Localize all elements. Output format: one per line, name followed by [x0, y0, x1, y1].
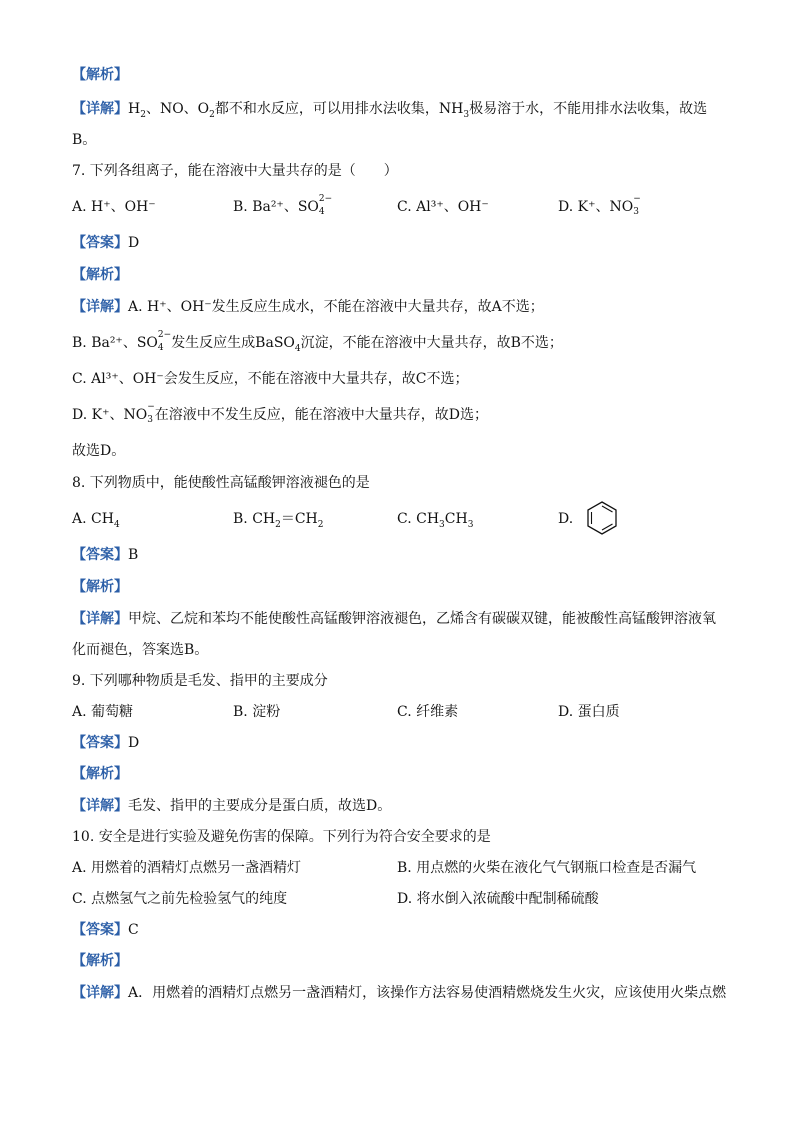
q6-analysis-tag: 【解析】	[72, 67, 128, 83]
q8-option-a: A. $CH_4$	[72, 511, 120, 530]
q6-detail-line2: B。	[72, 132, 97, 148]
q7-option-a: A. H⁺、OH⁻	[72, 199, 156, 215]
q10-answer: 【答案】C	[72, 922, 139, 938]
q7-option-c: C. Al³⁺、OH⁻	[397, 199, 489, 215]
q10-option-b: B. 用点燃的火柴在液化气气钢瓶口检查是否漏气	[397, 860, 697, 876]
q8-analysis-tag: 【解析】	[72, 579, 128, 595]
q8-option-d: D.	[558, 511, 574, 527]
q8-answer: 【答案】B	[72, 547, 139, 563]
q6-detail-line1: 【详解】$H_2$、NO、$O_2$都不和水反应，可以用排水法收集，$NH_3$极易溶于水，不能用排水法收集，故选	[72, 101, 708, 120]
q7-option-d: D. K⁺、NO − 3	[558, 194, 641, 217]
q8-option-c: C. $CH_3CH_3$	[397, 511, 474, 530]
q10-analysis-tag: 【解析】	[72, 953, 128, 969]
sulfate-charge: 2− 4	[318, 194, 333, 217]
q9-detail: 【详解】毛发、指甲的主要成分是蛋白质，故选D。	[72, 798, 392, 814]
q9-option-a: A. 葡萄糖	[72, 704, 134, 720]
q9-answer: 【答案】D	[72, 735, 140, 751]
q9-stem: 9. 下列哪种物质是毛发、指甲的主要成分	[72, 673, 328, 689]
q7-detail-c: C. Al³⁺、OH⁻会发生反应，不能在溶液中大量共存，故C不选；	[72, 371, 469, 387]
q10-option-c: C. 点燃氢气之前先检验氢气的纯度	[72, 891, 288, 907]
q7-detail-d: D. K⁺、NO − 3 在溶液中不发生反应，能在溶液中大量共存，故D选；	[72, 402, 488, 425]
q9-option-b: B. 淀粉	[233, 704, 281, 720]
q7-detail-b: B. Ba²⁺、SO 2− 4 发生反应生成BaSO$_4$沉淀，不能在溶液中大量共存，故B不选；	[72, 330, 563, 354]
q8-detail-line1: 【详解】甲烷、乙烷和苯均不能使酸性高锰酸钾溶液褪色，乙烯含有碳碳双键，能被酸性高锰酸钾溶液氧	[72, 611, 716, 627]
q10-option-a: A. 用燃着的酒精灯点燃另一盏酒精灯	[72, 860, 302, 876]
q9-option-c: C. 纤维素	[397, 704, 459, 720]
q7-conclusion: 故选D。	[72, 443, 126, 459]
q7-analysis-tag: 【解析】	[72, 267, 128, 283]
q10-stem: 10. 安全是进行实验及避免伤害的保障。下列行为符合安全要求的是	[72, 829, 491, 845]
q8-stem: 8. 下列物质中，能使酸性高锰酸钾溶液褪色的是	[72, 475, 370, 491]
q10-detail: 【详解】A．用燃着的酒精灯点燃另一盏酒精灯，该操作方法容易使酒精燃烧发生火灾，应该使用火柴点燃	[72, 985, 727, 1001]
nitrate-charge: − 3	[633, 194, 641, 217]
q7-answer: 【答案】D	[72, 235, 140, 251]
detail-tag: 【详解】	[72, 101, 128, 117]
benzene-ring-icon	[584, 500, 620, 536]
q8-option-b: B. $CH_2=CH_2$	[233, 511, 324, 530]
q7-detail-a: 【详解】A. H⁺、OH⁻发生反应生成水，不能在溶液中大量共存，故A不选；	[72, 299, 544, 315]
q9-option-d: D. 蛋白质	[558, 704, 620, 720]
q7-stem: 7. 下列各组离子，能在溶液中大量共存的是（ ）	[72, 163, 398, 179]
q7-option-b: B. Ba²⁺、SO 2− 4	[233, 194, 333, 217]
q10-option-d: D. 将水倒入浓硫酸中配制稀硫酸	[397, 891, 599, 907]
q9-analysis-tag: 【解析】	[72, 766, 128, 782]
q8-detail-line2: 化而褪色，答案选B。	[72, 642, 209, 658]
